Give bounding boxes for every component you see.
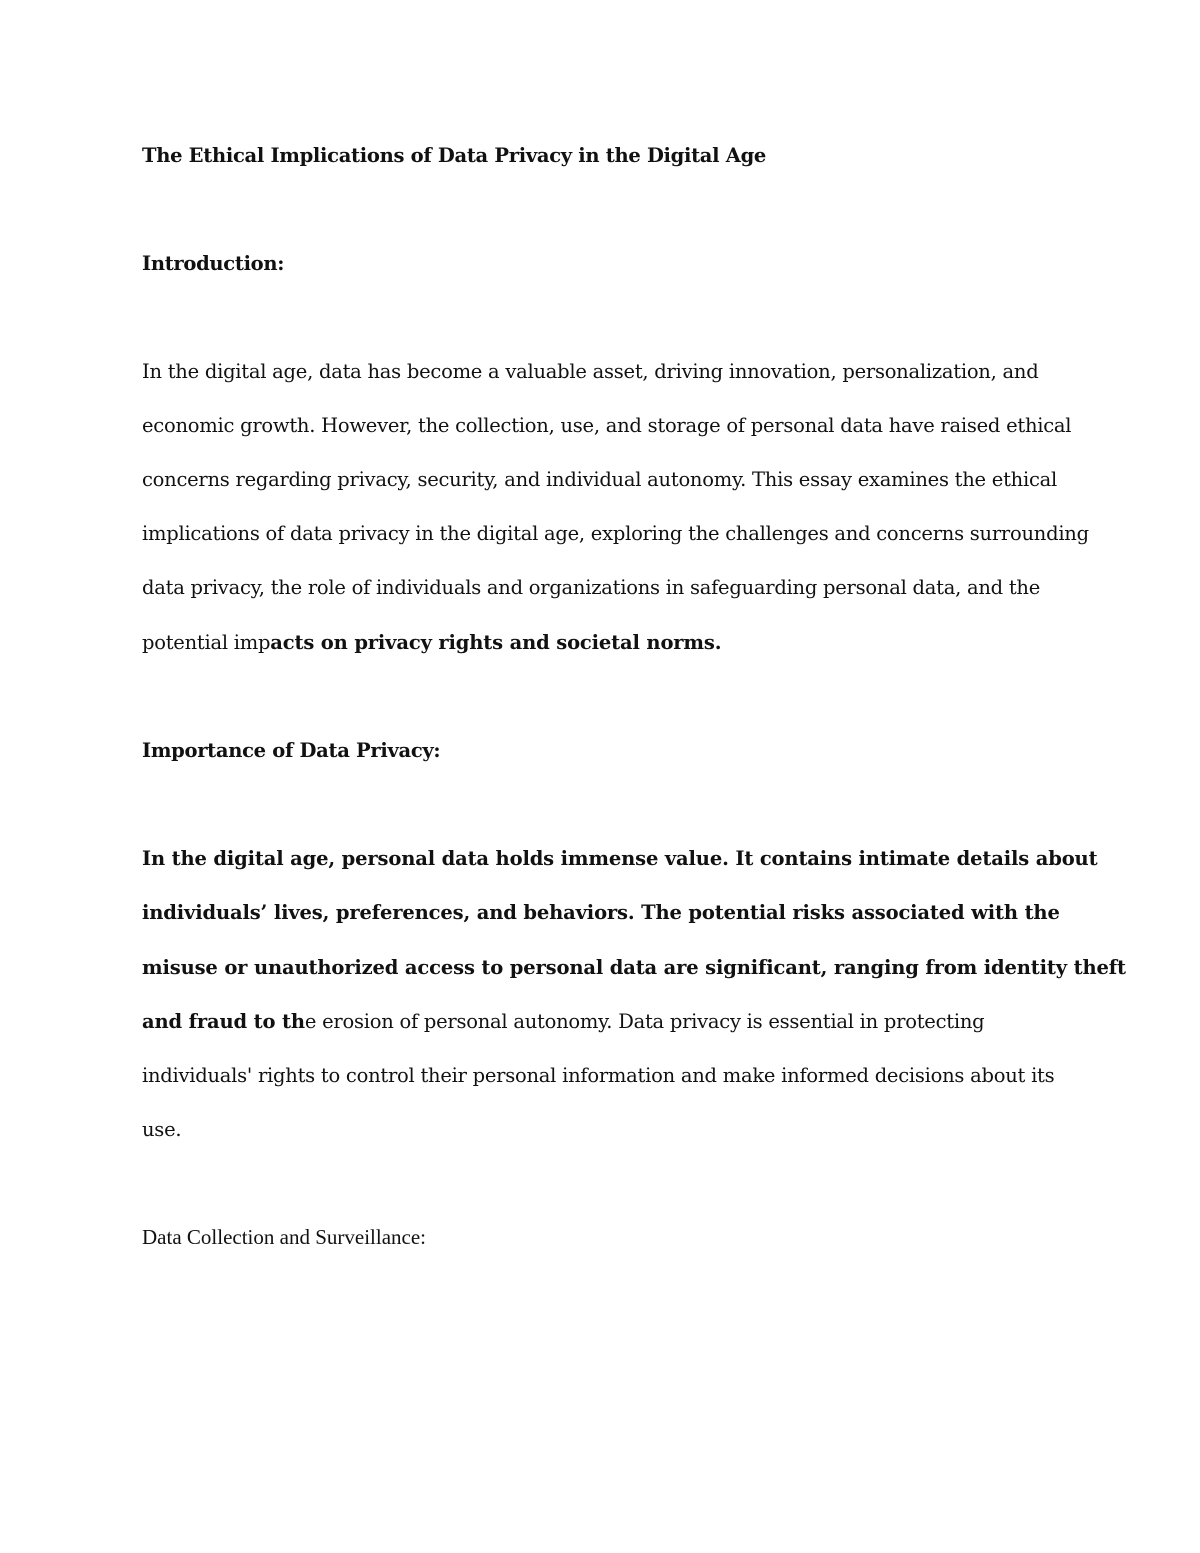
- importance-line-2: [142, 899, 1060, 927]
- text-run: e erosion of personal autonomy. Data privacy is essential in protecting: [304, 1010, 985, 1033]
- text-run: data privacy, the role of individuals and organizations in safeguarding personal data, and the: [142, 576, 1041, 599]
- introduction-line-2: [142, 412, 1071, 440]
- text-run: concerns regarding privacy, security, and individual autonomy. This essay examines the ethical: [142, 468, 1057, 491]
- introduction-line-3: [142, 466, 1057, 494]
- text-run: economic growth. However, the collection, use, and storage of personal data have raised ethical: [142, 414, 1072, 437]
- importance-heading: Importance of Data Privacy:: [142, 739, 441, 762]
- importance-line-4: [142, 1008, 984, 1036]
- introduction-line-4: [142, 520, 1089, 548]
- bold-text-run: In the digital age, personal data holds immense value. It contains intimate details about: [142, 847, 1098, 870]
- document-title: The Ethical Implications of Data Privacy in the Digital Age: [142, 144, 767, 167]
- introduction-heading: Introduction:: [142, 252, 285, 275]
- text-run: In the digital age, data has become a valuable asset, driving innovation, personalization, and: [142, 360, 1039, 383]
- text-run: individuals' rights to control their personal information and make informed decisions about its: [142, 1064, 1055, 1087]
- text-run: potential imp: [142, 631, 271, 654]
- importance-line-3: [142, 954, 1126, 982]
- bold-text-run: individuals’ lives, preferences, and behaviors. The potential risks associated with the: [142, 901, 1060, 924]
- text-run: use.: [142, 1118, 182, 1141]
- importance-line-6: [142, 1116, 181, 1144]
- importance-line-5: [142, 1062, 1054, 1090]
- collection-heading: Data Collection and Surveillance:: [142, 1225, 426, 1249]
- text-run: implications of data privacy in the digital age, exploring the challenges and concerns surrounding: [142, 522, 1089, 545]
- bold-text-run: and fraud to th: [142, 1010, 305, 1033]
- importance-line-1: [142, 845, 1097, 873]
- bold-text-run: misuse or unauthorized access to personal data are significant, ranging from identity theft: [142, 956, 1126, 979]
- introduction-line-1: [142, 358, 1038, 386]
- introduction-line-5: [142, 574, 1040, 602]
- introduction-line-6: [142, 629, 721, 657]
- bold-text-run: acts on privacy rights and societal norms.: [270, 631, 722, 654]
